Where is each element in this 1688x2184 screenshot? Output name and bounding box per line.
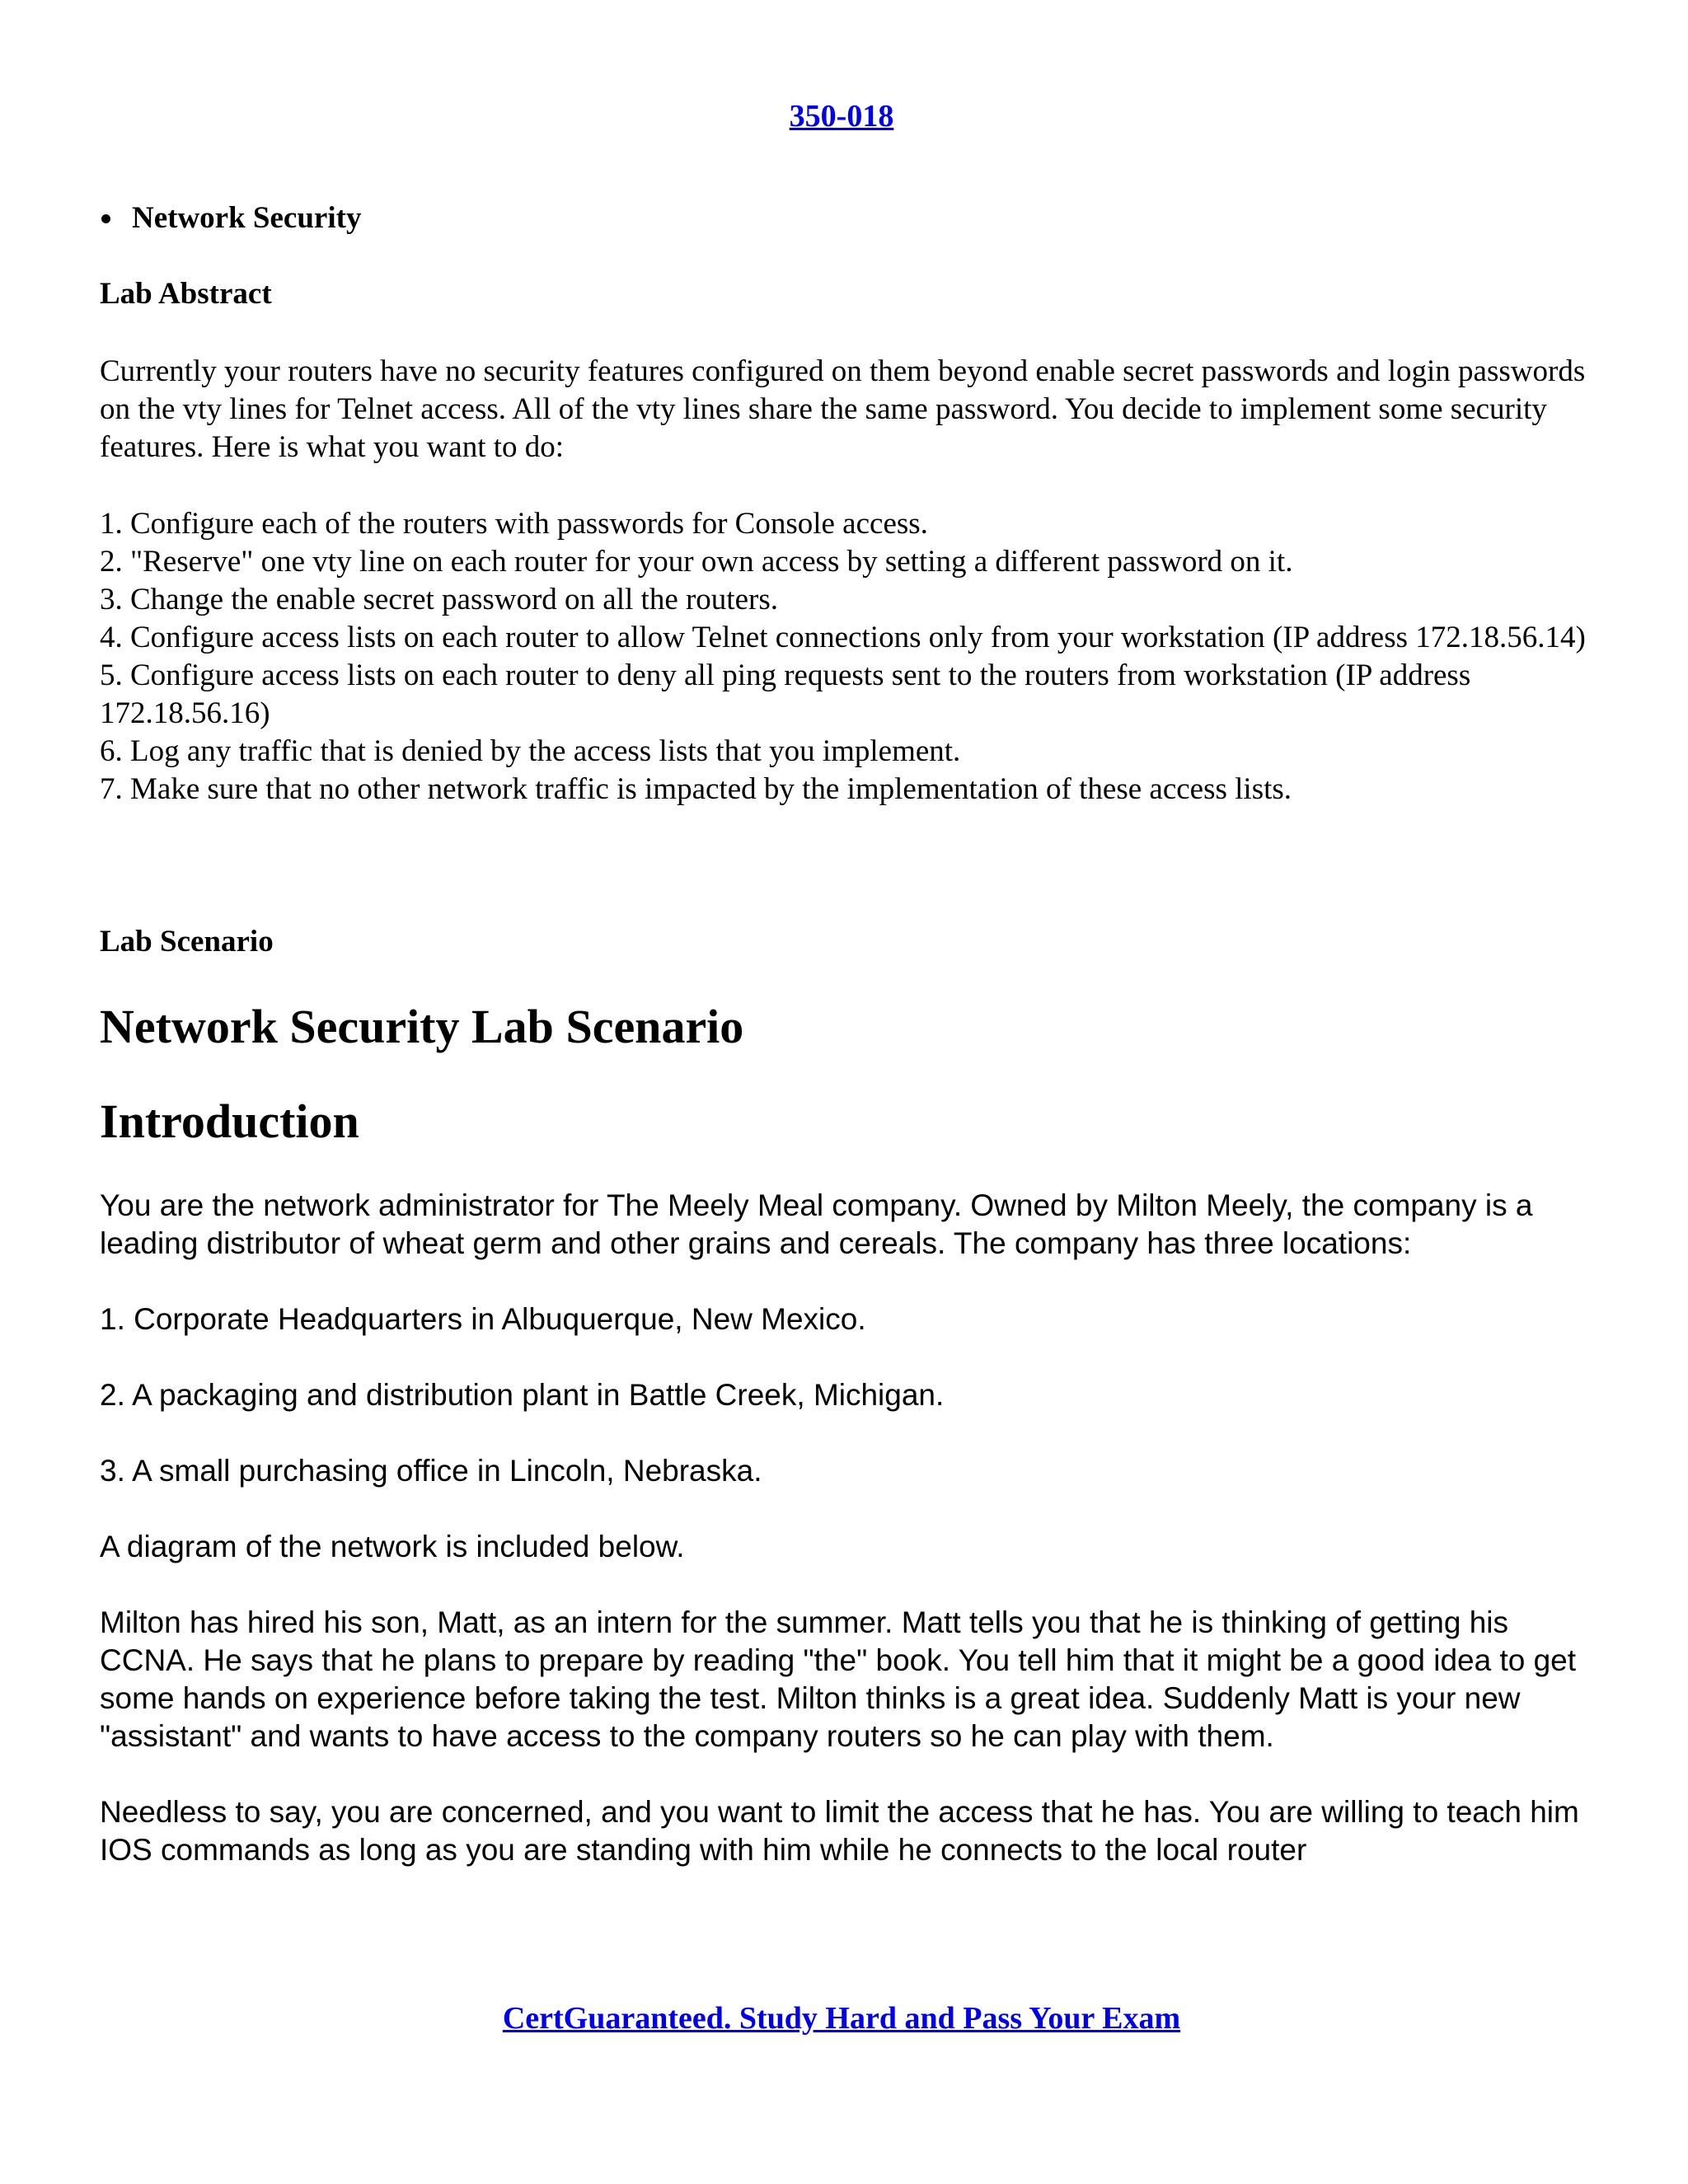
list-item: 6. Log any traffic that is denied by the access lists that you implement.	[100, 734, 961, 768]
list-item: 4. Configure access lists on each router to allow Telnet connections only from your workstation (IP address 172.18.56.14)	[100, 621, 1586, 654]
location-item: 2. A packaging and distribution plant in Battle Creek, Michigan.	[100, 1378, 945, 1412]
location-item: 3. A small purchasing office in Lincoln, Nebraska.	[100, 1454, 762, 1488]
introduction-heading: Introduction	[100, 1094, 359, 1148]
header	[100, 97, 1583, 135]
exam-code-link[interactable]: 350-018	[789, 99, 894, 134]
scenario-title: Network Security Lab Scenario	[100, 1000, 744, 1053]
intro-paragraph: Needless to say, you are concerned, and you want to limit the access that he has. You are willing to teach him IOS commands as long as you are standing with him while he connects to the local router	[100, 1795, 1579, 1867]
list-item: 3. Change the enable secret password on all the routers.	[100, 583, 778, 616]
intro-paragraph: You are the network administrator for The Meely Meal company. Owned by Milton Meely, the company is a leading distributor of wheat germ and other grains and cereals. The company has three locations:	[100, 1188, 1533, 1260]
section-bullet	[100, 199, 361, 237]
diagram-note: A diagram of the network is included below.	[100, 1530, 685, 1563]
location-item: 1. Corporate Headquarters in Albuquerque, New Mexico.	[100, 1302, 866, 1336]
lab-abstract-heading: Lab Abstract	[100, 277, 272, 311]
abstract-paragraph: Currently your routers have no security features configured on them beyond enable secret passwords and login passwords on the vty lines for Telnet access. All of the vty lines share the same password. You decide to implement some security features. Here is what you want to do:	[100, 354, 1586, 464]
bullet-icon	[101, 214, 110, 223]
list-item: 2. "Reserve" one vty line on each router for your own access by setting a different password on it.	[100, 545, 1293, 579]
list-item: 5. Configure access lists on each router to deny all ping requests sent to the routers from workstation (IP address 172.18.56.16)	[100, 658, 1471, 730]
introduction-body	[100, 1187, 1600, 1907]
intro-paragraph: Milton has hired his son, Matt, as an intern for the summer. Matt tells you that he is thinking of getting his CCNA. He says that he plans to prepare by reading "the" book. You tell him that it might be a good idea to get some hands on experience before taking the test. Milton thinks is a great idea. Suddenly Matt is your new "assistant" and wants to have access to the company routers so he can play with them.	[100, 1605, 1577, 1753]
abstract-list	[100, 505, 1600, 808]
list-item: 7. Make sure that no other network traffic is impacted by the implementation of these access lists.	[100, 772, 1292, 806]
list-item: 1. Configure each of the routers with passwords for Console access.	[100, 507, 928, 541]
lab-scenario-heading: Lab Scenario	[100, 925, 274, 958]
certguaranteed-link[interactable]: CertGuaranteed. Study Hard and Pass Your Exam	[502, 2001, 1181, 2036]
footer	[100, 1999, 1583, 2037]
section-title: Network Security	[132, 201, 362, 235]
